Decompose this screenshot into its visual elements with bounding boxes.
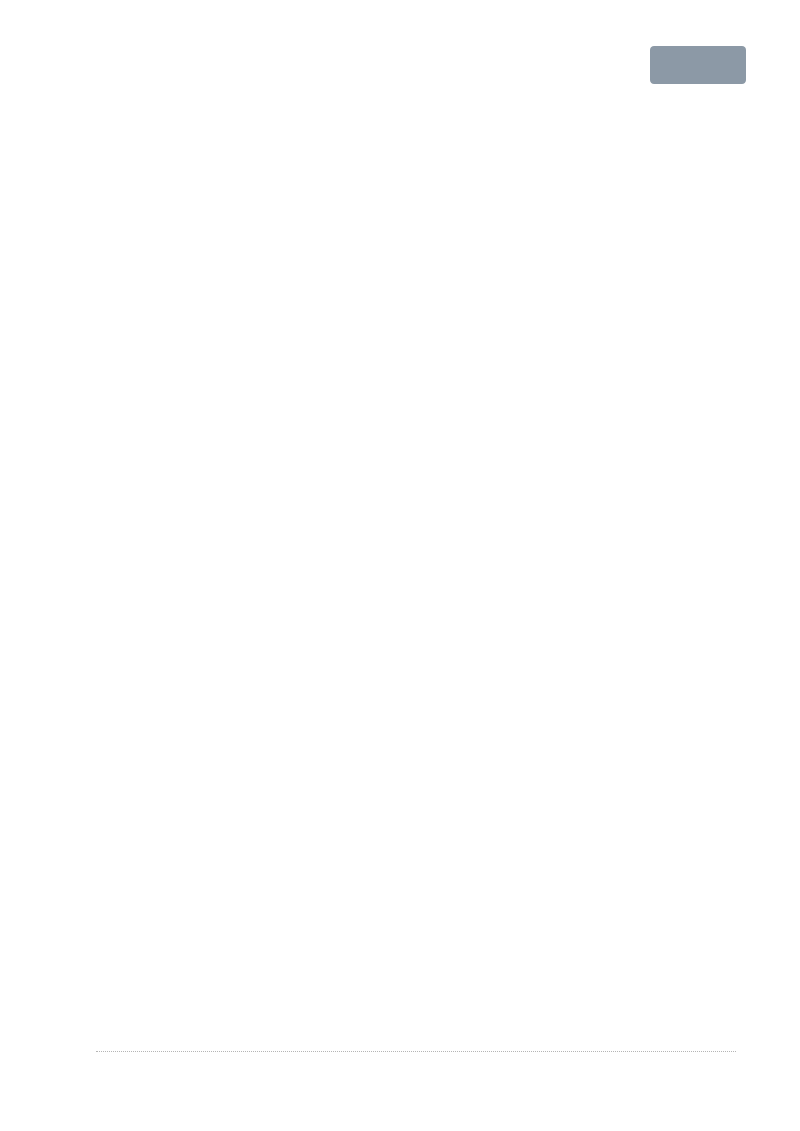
list-item — [110, 673, 710, 689]
section1-bullet-list — [110, 577, 710, 689]
footer-divider — [96, 1051, 736, 1052]
list-item — [110, 625, 710, 641]
section2-bullet-list — [110, 858, 710, 890]
list-item — [110, 593, 710, 609]
list-item — [110, 577, 710, 593]
list-item — [110, 657, 710, 673]
list-item — [110, 609, 710, 625]
list-item — [110, 204, 710, 220]
list-item — [110, 641, 710, 657]
list-item — [110, 874, 710, 890]
header-badge — [650, 46, 746, 84]
list-item — [110, 188, 710, 204]
list-item — [110, 858, 710, 874]
intro-bullet-list — [110, 188, 710, 220]
